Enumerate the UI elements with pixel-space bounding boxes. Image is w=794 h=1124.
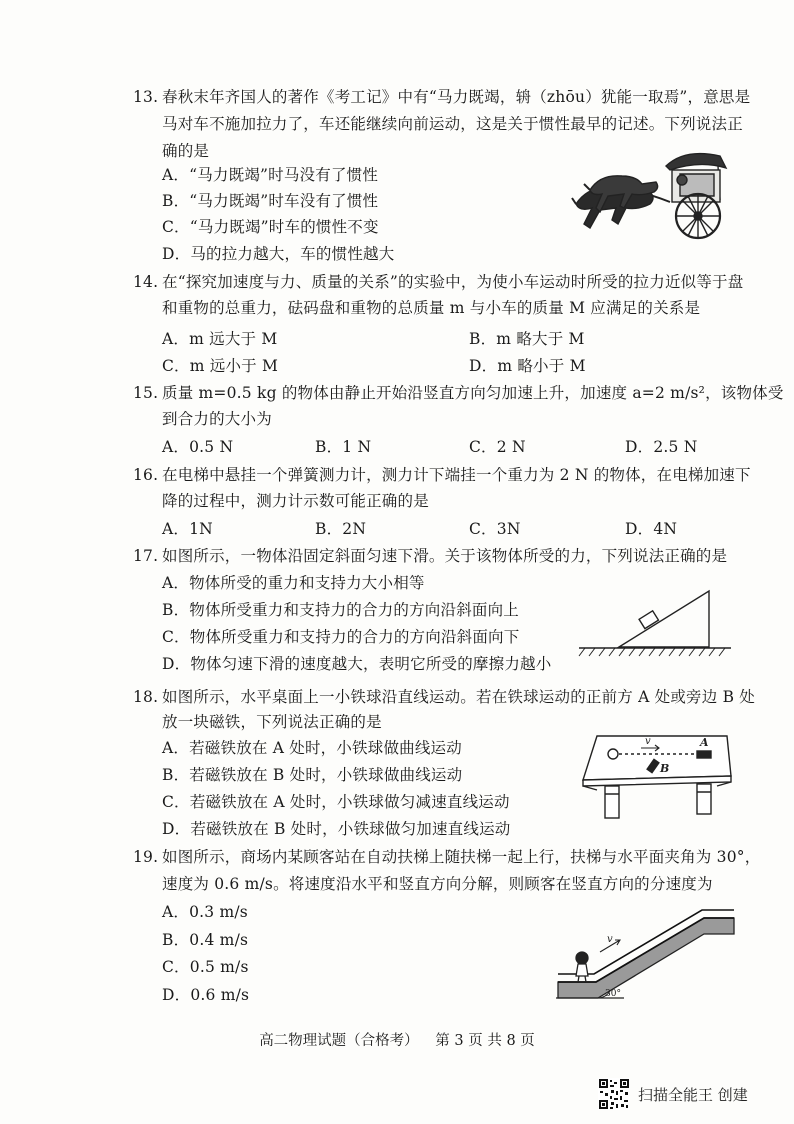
page-footer	[0, 1029, 794, 1050]
table-label-a: A	[700, 736, 709, 749]
escalator-angle-label: 30°	[605, 989, 621, 999]
scanner-watermark	[598, 1078, 788, 1114]
question-18-option-b: B．若磁铁放在 B 处时，小铁球做曲线运动	[162, 766, 463, 784]
watermark-text: 扫描全能王 创建	[638, 1086, 748, 1104]
question-14-option-b: B．m 略大于 M	[469, 330, 585, 348]
question-17-option-a: A．物体所受的重力和支持力大小相等	[162, 574, 425, 592]
question-14-text-1: 在“探究加速度与力、质量的关系”的实验中，为使小车运动时所受的拉力近似等于盘	[162, 273, 744, 291]
question-18-option-d: D．若磁铁放在 B 处时，小铁球做匀加速直线运动	[162, 820, 511, 838]
question-16-option-b: B．2N	[315, 520, 367, 538]
question-17-option-b: B．物体所受重力和支持力的合力的方向沿斜面向上	[162, 601, 519, 619]
question-18-option-c: C．若磁铁放在 A 处时，小铁球做匀减速直线运动	[162, 793, 510, 811]
question-18-number: 18.	[133, 688, 159, 706]
question-19-option-b: B．0.4 m/s	[162, 931, 249, 949]
question-18-option-a: A．若磁铁放在 A 处时，小铁球做曲线运动	[162, 739, 462, 757]
question-16-option-d: D．4N	[625, 520, 678, 538]
question-18-text-2: 放一块磁铁，下列说法正确的是	[162, 713, 382, 731]
footer-title: 高二物理试题（合格考）	[259, 1033, 419, 1049]
question-17-option-c: C．物体所受重力和支持力的合力的方向沿斜面向下	[162, 628, 520, 646]
question-15-text-1: 质量 m=0.5 kg 的物体由静止开始沿竖直方向匀加速上升，加速度 a=2 m/s²，该物体受	[162, 384, 784, 402]
question-16-option-c: C．3N	[469, 520, 521, 538]
question-19-number: 19.	[133, 848, 159, 866]
question-14-number: 14.	[133, 273, 159, 291]
question-15-option-b: B．1 N	[315, 438, 372, 456]
question-16-text-1: 在电梯中悬挂一个弹簧测力计，测力计下端挂一个重力为 2 N 的物体，在电梯加速下	[162, 466, 751, 484]
question-15-option-a: A．0.5 N	[162, 438, 234, 456]
escalator-label-v: v	[607, 934, 613, 945]
question-15-number: 15.	[133, 384, 159, 402]
question-16-option-a: A．1N	[162, 520, 213, 538]
question-13-option-b: B．“马力既竭”时车没有了惯性	[162, 192, 379, 210]
question-16-number: 16.	[133, 466, 159, 484]
question-19-option-c: C．0.5 m/s	[162, 958, 249, 976]
qr-code-icon	[598, 1078, 630, 1110]
question-17-text-1: 如图所示，一物体沿固定斜面匀速下滑。关于该物体所受的力，下列说法正确的是	[162, 547, 728, 565]
question-17-number: 17.	[133, 547, 159, 565]
question-14-option-d: D．m 略小于 M	[469, 357, 586, 375]
footer-page-number: 第 3 页 共 8 页	[435, 1033, 535, 1049]
incline-figure	[575, 585, 735, 661]
horse-chariot-figure	[570, 146, 732, 242]
question-15-option-c: C．2 N	[469, 438, 526, 456]
question-13-text-1: 春秋末年齐国人的著作《考工记》中有“马力既竭，辀（zhōu）犹能一取焉”，意思是	[162, 88, 751, 106]
question-14-text-2: 和重物的总重力，砝码盘和重物的总质量 m 与小车的质量 M 应满足的关系是	[162, 299, 701, 317]
question-13-text-3: 确的是	[162, 142, 210, 160]
escalator-figure	[554, 890, 740, 1004]
question-18-text-1: 如图所示，水平桌面上一小铁球沿直线运动。若在铁球运动的正前方 A 处或旁边 B 处	[162, 688, 755, 706]
question-19-option-a: A．0.3 m/s	[162, 903, 248, 921]
question-13-number: 13.	[133, 88, 159, 106]
table-magnet-figure	[577, 724, 737, 822]
question-13-option-c: C．“马力既竭”时车的惯性不变	[162, 218, 379, 236]
question-13-text-2: 马对车不施加拉力了，车还能继续向前运动，这是关于惯性最早的记述。下列说法正	[162, 115, 743, 133]
table-label-b: B	[660, 762, 670, 775]
question-13-option-d: D．马的拉力越大，车的惯性越大	[162, 245, 395, 263]
question-13-option-a: A．“马力既竭”时马没有了惯性	[162, 166, 379, 184]
question-19-text-1: 如图所示，商场内某顾客站在自动扶梯上随扶梯一起上行，扶梯与水平面夹角为 30°，	[162, 848, 761, 866]
question-14-option-c: C．m 远小于 M	[162, 357, 279, 375]
question-19-text-2: 速度为 0.6 m/s。将速度沿水平和竖直方向分解，则顾客在竖直方向的分速度为	[162, 875, 713, 893]
question-17-option-d: D．物体匀速下滑的速度越大，表明它所受的摩擦力越小	[162, 655, 552, 673]
question-15-text-2: 到合力的大小为	[162, 410, 272, 428]
question-15-option-d: D．2.5 N	[625, 438, 698, 456]
question-14-option-a: A．m 远大于 M	[162, 330, 278, 348]
question-19-option-d: D．0.6 m/s	[162, 986, 250, 1004]
question-16-text-2: 降的过程中，测力计示数可能正确的是	[162, 492, 429, 510]
table-label-v: v	[645, 736, 651, 747]
